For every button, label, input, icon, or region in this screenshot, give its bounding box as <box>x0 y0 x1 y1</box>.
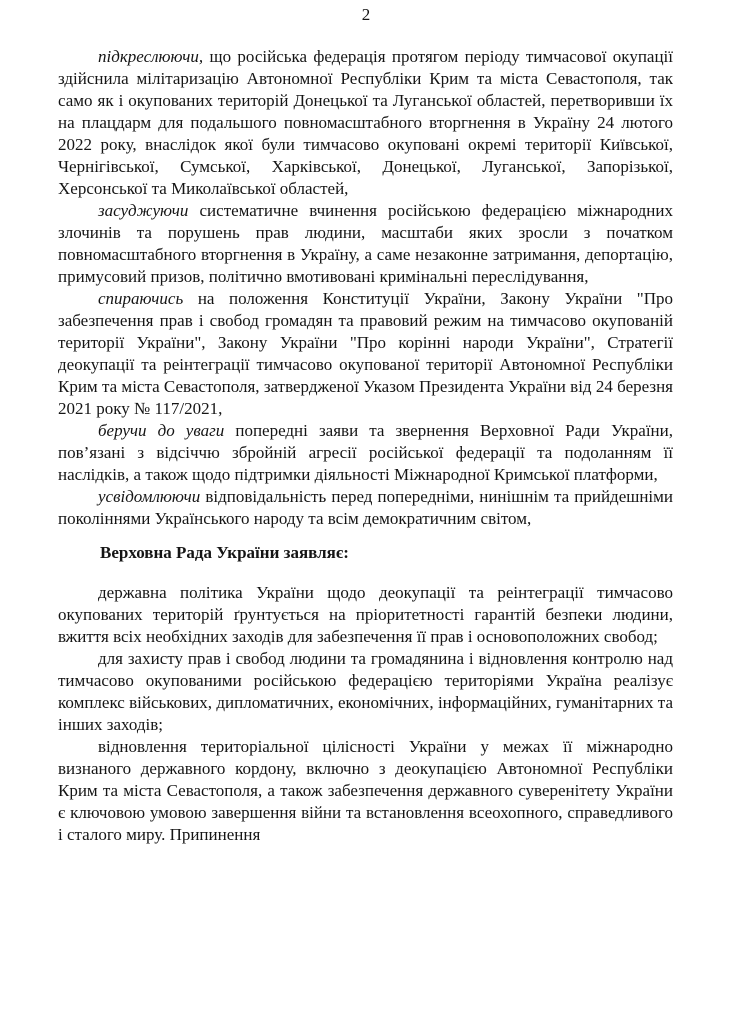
paragraph-text: що російська федерація протягом періоду тимчасової окупації здійснила мілітаризацію Автономної Республіки Крим та міста Севастополя, так само як і окупованих територій Донецької та Луганської областей, перетворивши їх на плацдарм для подальшого повномасштабного вторгнення в Україну 24 лютого 2022 року, внаслідок якої були тимчасово окуповані окремі території Київської, Чернігівської, Сумської, Харківської, Донецької, Луганської, Запорізької, Херсонської та Миколаївської областей, <box>58 47 674 198</box>
paragraph-lead: підкреслюючи, <box>98 47 204 66</box>
statement-paragraph: державна політика України щодо деокупації та реінтеграції тимчасово окупованих територій ґрунтується на пріоритетності гарантій безпеки людини, вжиття всіх необхідних заходів для забезпечення її прав і основоположних свобод; <box>58 583 673 646</box>
paragraph-text: на положення Конституції України, Закону України "Про забезпечення прав і свобод громадян та правовий режим на тимчасово окупованій території України", Закону України "Про корінні народи України", Стратегії деокупації та реінтеграції тимчасово окупованої території Автономної Республіки Крим та міста Севастополя, затвердженої Указом Президента України від 24 березня 2021 року № 117/2021, <box>58 289 674 418</box>
statement-paragraph: відновлення територіальної цілісності України у межах її міжнародно визнаного державного кордону, включно з деокупацією Автономної Республіки Крим та міста Севастополя, а також забезпечення державного суверенітету України є ключовою умовою завершення війни та встановлення всеохопного, справедливого і сталого миру. Припинення <box>58 737 673 844</box>
preamble-paragraph <box>58 420 673 486</box>
paragraph-text: систематичне вчинення російською федерацією міжнародних злочинів та порушень прав людини, масштаби яких зросли з початком повномасштабного вторгнення в Україну, а саме незаконне затримання, депортацію, примусовий призов, політично вмотивовані кримінальні переслідування, <box>58 201 674 286</box>
statement-paragraph: для захисту прав і свобод людини та громадянина і відновлення контролю над тимчасово окупованими російською федерацією територіями Україна реалізує комплекс військових, дипломатичних, економічних, інформаційних, гуманітарних та інших заходів; <box>58 649 673 734</box>
preamble-paragraph <box>58 46 673 200</box>
paragraph-lead: спираючись <box>98 289 184 308</box>
preamble-paragraph <box>58 200 673 288</box>
preamble-paragraph <box>58 288 673 420</box>
paragraph-lead: засуджуючи <box>98 201 189 220</box>
document-body <box>58 46 673 846</box>
declaration-heading: Верховна Рада України заявляє: <box>100 543 349 562</box>
preamble-paragraph <box>58 486 673 530</box>
paragraph-text: відповідальність перед попередніми, нинішнім та прийдешніми поколіннями Українського народу та всім демократичним світом, <box>58 487 674 528</box>
paragraph-lead: усвідомлюючи <box>98 487 201 506</box>
page-number: 2 <box>361 5 371 24</box>
paragraph-text: попередні заяви та звернення Верховної Ради України, пов’язані з відсіччю збройній агресії російської федерації та подоланням її наслідків, а також щодо підтримки діяльності Міжнародної Кримської платформи, <box>58 421 673 484</box>
paragraph-lead: беручи до уваги <box>98 421 225 440</box>
